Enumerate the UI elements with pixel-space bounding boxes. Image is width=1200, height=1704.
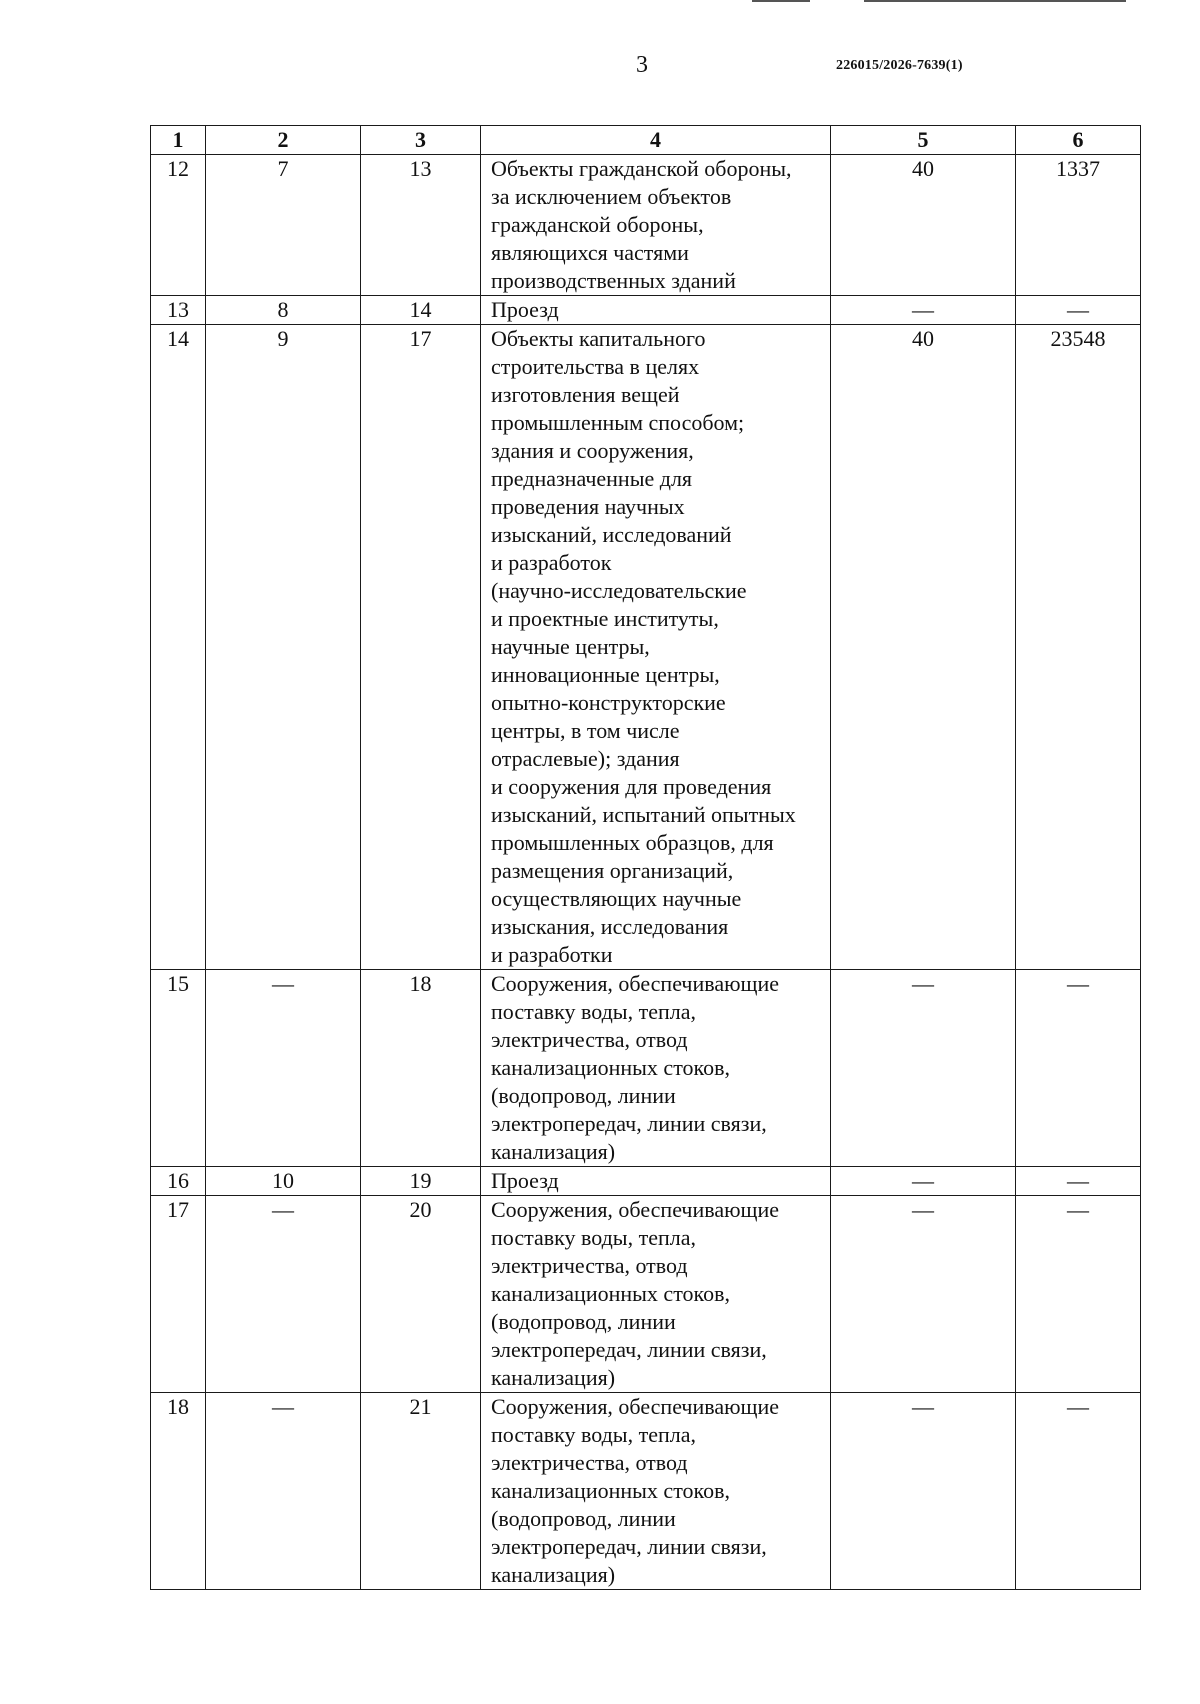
scan-artifact-line <box>864 0 1126 2</box>
table-row <box>151 1167 1141 1196</box>
cell-col5: — <box>831 1196 1016 1393</box>
cell-col6: — <box>1016 970 1141 1167</box>
cell-number: 15 <box>151 970 206 1167</box>
column-header-4: 4 <box>481 126 831 155</box>
cell-col6: — <box>1016 1167 1141 1196</box>
cell-col6: 23548 <box>1016 325 1141 970</box>
column-header-6: 6 <box>1016 126 1141 155</box>
column-header-2: 2 <box>206 126 361 155</box>
table-row <box>151 296 1141 325</box>
cell-col2: 8 <box>206 296 361 325</box>
cell-col5: 40 <box>831 325 1016 970</box>
column-header-3: 3 <box>361 126 481 155</box>
table-header-row <box>151 126 1141 155</box>
cell-col2: — <box>206 1393 361 1590</box>
cell-description: Сооружения, обеспечивающие поставку воды, тепла, электричества, отвод канализационных стоков, (водопровод, линии электропередач, линии связи, канализация) <box>481 970 831 1167</box>
cell-col5: — <box>831 1393 1016 1590</box>
cell-col2: — <box>206 970 361 1167</box>
cell-description: Сооружения, обеспечивающие поставку воды, тепла, электричества, отвод канализационных стоков, (водопровод, линии электропередач, линии связи, канализация) <box>481 1196 831 1393</box>
cell-col2: 7 <box>206 155 361 296</box>
table-row <box>151 970 1141 1167</box>
cell-number: 13 <box>151 296 206 325</box>
cell-col3: 19 <box>361 1167 481 1196</box>
cell-col6: — <box>1016 1196 1141 1393</box>
cell-description: Сооружения, обеспечивающие поставку воды, тепла, электричества, отвод канализационных стоков, (водопровод, линии электропередач, линии связи, канализация) <box>481 1393 831 1590</box>
cell-col6: — <box>1016 1393 1141 1590</box>
cell-col3: 21 <box>361 1393 481 1590</box>
cell-col5: — <box>831 296 1016 325</box>
cell-col3: 13 <box>361 155 481 296</box>
table-row <box>151 325 1141 970</box>
cell-col2: 10 <box>206 1167 361 1196</box>
column-header-1: 1 <box>151 126 206 155</box>
cell-col3: 18 <box>361 970 481 1167</box>
table-row <box>151 1196 1141 1393</box>
cell-description: Проезд <box>481 1167 831 1196</box>
cell-col6: 1337 <box>1016 155 1141 296</box>
cell-col5: — <box>831 970 1016 1167</box>
cell-number: 18 <box>151 1393 206 1590</box>
cell-col3: 17 <box>361 325 481 970</box>
cell-number: 17 <box>151 1196 206 1393</box>
cell-description: Объекты капитального строительства в целях изготовления вещей промышленным способом; здания и сооружения, предназначенные для проведения научных изысканий, исследований и разработок (научно-исследовательские и проектные институты, научные центры, инновационные центры, опытно-конструкторские центры, в том числе отраслевые); здания и сооружения для проведения изысканий, испытаний опытных промышленных образцов, для размещения организаций, осуществляющих научные изыскания, исследования и разработки <box>481 325 831 970</box>
cell-number: 12 <box>151 155 206 296</box>
table-row <box>151 1393 1141 1590</box>
cell-description: Объекты гражданской обороны, за исключением объектов гражданской обороны, являющихся частями производственных зданий <box>481 155 831 296</box>
cell-number: 14 <box>151 325 206 970</box>
cell-col5: — <box>831 1167 1016 1196</box>
table-row <box>151 155 1141 296</box>
page-number: 3 <box>636 52 648 78</box>
scan-artifact-line <box>752 0 810 2</box>
cell-col3: 20 <box>361 1196 481 1393</box>
cell-description: Проезд <box>481 296 831 325</box>
cell-col2: 9 <box>206 325 361 970</box>
data-table <box>150 125 1141 1590</box>
cell-col5: 40 <box>831 155 1016 296</box>
document-reference: 226015/2026-7639(1) <box>836 58 963 73</box>
cell-col2: — <box>206 1196 361 1393</box>
cell-number: 16 <box>151 1167 206 1196</box>
cell-col6: — <box>1016 296 1141 325</box>
cell-col3: 14 <box>361 296 481 325</box>
column-header-5: 5 <box>831 126 1016 155</box>
